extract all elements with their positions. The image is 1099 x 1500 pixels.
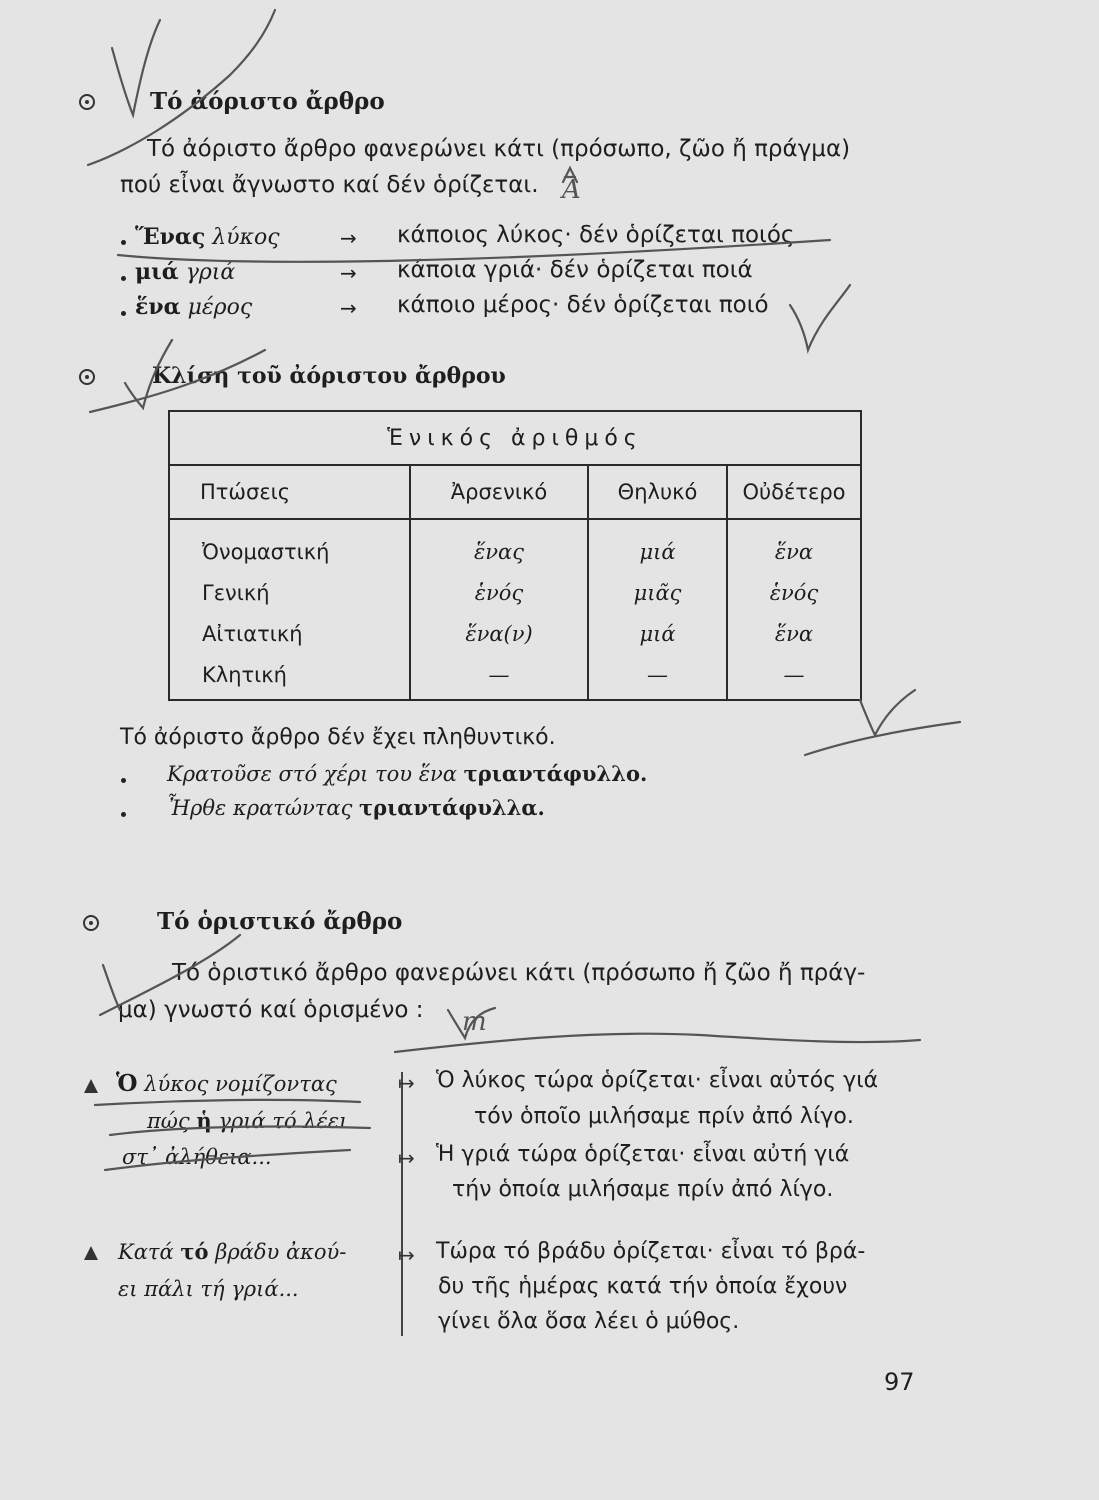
masculine-column xyxy=(410,519,588,700)
checkmark-icon xyxy=(790,285,850,350)
column-header: Ἀρσενικό xyxy=(410,465,588,519)
form-cell: μιᾶς xyxy=(633,581,682,605)
sentence-example xyxy=(167,795,545,820)
form-cell: — xyxy=(647,663,668,687)
cases-column xyxy=(169,519,410,700)
section1-description-line2: πού εἶναι ἄγνωστο καί δέν ὁρίζεται. xyxy=(120,172,539,198)
sentence-italic: Ἦρθε κρατώντας xyxy=(167,796,353,820)
example2-right-line3: γίνει ὅλα ὅσα λέει ὁ μύθος. xyxy=(438,1309,740,1334)
underline-stroke xyxy=(805,722,960,755)
example-article: Ἕνας xyxy=(135,224,206,250)
example-text: πώς xyxy=(147,1109,190,1133)
arrow-bullet-icon: ↦ xyxy=(398,1243,415,1267)
column-header: Πτώσεις xyxy=(169,465,410,519)
page-number: 97 xyxy=(884,1368,915,1396)
case-cell: Κλητική xyxy=(202,663,287,687)
neuter-column xyxy=(727,519,861,700)
example-explanation: κάποιος λύκος· δέν ὁρίζεται ποιός xyxy=(397,222,795,248)
section-bullet-icon xyxy=(83,915,99,931)
section-bullet-icon xyxy=(79,369,95,385)
form-cell: μιά xyxy=(639,622,676,646)
example-noun: γριά xyxy=(185,260,236,285)
section3-title: Τό ὁριστικό ἄρθρο xyxy=(157,908,403,935)
no-plural-note: Τό ἀόριστο ἄρθρο δέν ἔχει πληθυντικό. xyxy=(120,725,556,750)
example-row xyxy=(135,224,280,250)
example-explanation: κάποιο μέρος· δέν ὁρίζεται ποιό xyxy=(397,292,769,318)
sentence-italic: Κρατοῦσε στό χέρι του ἕνα xyxy=(167,762,457,786)
section3-description-line2: μα) γνωστό καί ὁρισμένο : xyxy=(118,997,424,1023)
section3-description-line1: Τό ὁριστικό ἄρθρο φανερώνει κάτι (πρόσωπο ἤ ζῶο ἤ πράγ- xyxy=(172,960,866,986)
bullet-dot-icon xyxy=(121,276,126,281)
example-explanation: κάποια γριά· δέν ὁρίζεται ποιά xyxy=(397,257,753,283)
arrow-icon: → xyxy=(340,261,357,285)
example2-left-line1 xyxy=(118,1239,346,1264)
example1-right1-line1: Ὁ λύκος τώρα ὁρίζεται· εἶναι αὐτός γιά xyxy=(436,1068,879,1093)
example-noun: μέρος xyxy=(187,295,253,320)
form-cell: ἕνα xyxy=(774,540,814,564)
arrow-bullet-icon: ↦ xyxy=(398,1146,415,1170)
arrow-icon: → xyxy=(340,296,357,320)
definite-article: ἡ xyxy=(196,1108,212,1133)
form-cell: — xyxy=(783,663,805,687)
form-cell: ἑνός xyxy=(769,581,819,605)
example1-left-line2 xyxy=(147,1108,347,1133)
handwritten-a-mark xyxy=(563,168,577,182)
handwritten-m-mark xyxy=(448,1008,495,1038)
case-cell: Γενική xyxy=(202,581,270,605)
example-text: Κατά xyxy=(118,1240,174,1264)
handwritten-m: m xyxy=(462,1007,487,1037)
bullet-dot-icon xyxy=(121,240,126,245)
example2-right-line1: Τώρα τό βράδυ ὁρίζεται· εἶναι τό βρά- xyxy=(436,1239,866,1264)
example1-left-line1 xyxy=(116,1070,337,1097)
column-divider xyxy=(401,1072,403,1336)
underline-stroke xyxy=(395,1034,920,1052)
example-article: ἕνα xyxy=(135,294,181,320)
arrow-bullet-icon: ↦ xyxy=(398,1071,415,1095)
example-text: λύκος νομίζοντας xyxy=(144,1072,337,1096)
form-cell: ἕνα xyxy=(774,622,814,646)
declension-table xyxy=(168,410,862,701)
form-cell: μιά xyxy=(639,540,676,564)
section-bullet-icon xyxy=(79,94,95,110)
definite-article: Ὁ xyxy=(116,1070,138,1097)
triangle-bullet-icon xyxy=(84,1246,98,1260)
example-text: γριά τό λέει xyxy=(218,1109,348,1133)
column-header: Θηλυκό xyxy=(588,465,727,519)
sentence-bold: τριαντάφυλλα. xyxy=(359,795,545,820)
example-article: μιά xyxy=(135,259,179,285)
bullet-dot-icon xyxy=(121,812,126,817)
example1-right1-line2: τόν ὁποῖο μιλήσαμε πρίν ἀπό λίγο. xyxy=(474,1104,854,1129)
section1-title: Τό ἀόριστο ἄρθρο xyxy=(150,88,385,115)
checkmark-icon xyxy=(860,690,915,735)
handwritten-a: A xyxy=(562,175,581,205)
form-cell: ἑνός xyxy=(474,581,524,605)
triangle-bullet-icon xyxy=(84,1079,98,1093)
arrow-icon: → xyxy=(340,226,357,250)
column-header: Οὐδέτερο xyxy=(727,465,861,519)
example-row xyxy=(135,259,235,285)
bullet-dot-icon xyxy=(121,778,126,783)
section1-description-line1: Τό ἀόριστο ἄρθρο φανερώνει κάτι (πρόσωπο, ζῶο ἤ πράγμα) xyxy=(147,136,851,162)
example-noun: λύκος xyxy=(212,225,280,250)
table-header: Ἑνικός ἀριθμός xyxy=(169,411,861,465)
feminine-column xyxy=(588,519,727,700)
form-cell: — xyxy=(488,663,510,687)
sentence-example xyxy=(167,761,647,786)
example-text: βράδυ ἀκού- xyxy=(215,1240,347,1264)
example1-left-line3: στ᾽ ἀλήθεια... xyxy=(122,1145,272,1169)
bullet-dot-icon xyxy=(121,311,126,316)
section2-title: Κλίση τοῦ ἀόριστου ἄρθρου xyxy=(152,363,506,389)
example-row xyxy=(135,294,252,320)
example2-left-line2: ει πάλι τή γριά... xyxy=(118,1277,299,1301)
form-cell: ἕνας xyxy=(474,540,524,564)
case-cell: Αἰτιατική xyxy=(202,622,303,646)
example1-right2-line2: τήν ὁποία μιλήσαμε πρίν ἀπό λίγο. xyxy=(452,1177,834,1202)
example1-right2-line1: Ἡ γριά τώρα ὁρίζεται· εἶναι αὐτή γιά xyxy=(436,1142,850,1167)
example2-right-line2: δυ τῆς ἡμέρας κατά τήν ὁποία ἔχουν xyxy=(438,1274,848,1299)
case-cell: Ὀνομαστική xyxy=(202,540,330,564)
form-cell: ἕνα(ν) xyxy=(465,622,533,646)
underline-stroke xyxy=(95,1100,360,1105)
sentence-bold: τριαντάφυλλο. xyxy=(463,761,648,786)
definite-article: τό xyxy=(180,1239,209,1264)
